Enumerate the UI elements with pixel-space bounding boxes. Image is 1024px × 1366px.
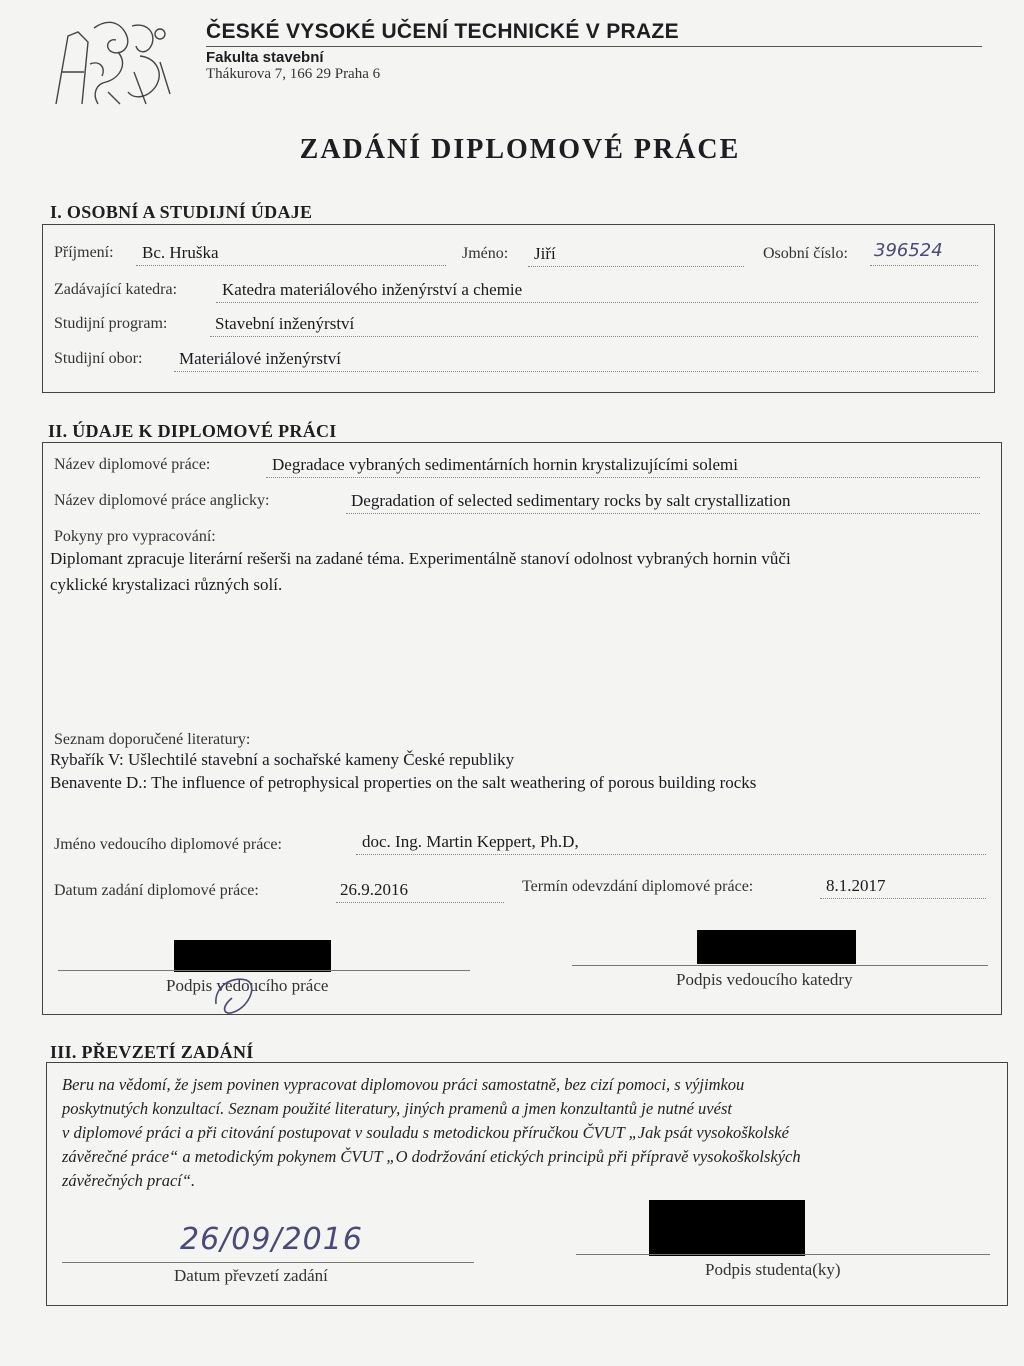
thesis-title-en-label: Název diplomové práce anglicky: [54,492,270,509]
first-name-line [528,266,744,267]
personal-number-label: Osobní číslo: [763,245,848,262]
thesis-title-line [266,477,980,478]
instructions-line-1: Diplomant zpracuje literární rešerši na zadané téma. Experimentálně stanoví odolnost vybraných hornin vůči [50,549,791,568]
surname-value: Bc. Hruška [142,243,219,262]
student-signature-label: Podpis studenta(ky) [705,1260,841,1279]
receipt-date-line [62,1262,474,1263]
statement-line-5: závěrečných prací“. [62,1171,196,1190]
personal-number-line [870,265,978,266]
student-signature-line [576,1254,990,1255]
due-date-line [820,898,986,899]
literature-item-1: Rybařík V: Ušlechtilé stavební a sochařské kameny České republiky [50,750,515,769]
instructions-line-2: cyklické krystalizaci různých solí. [50,575,283,594]
first-name-value: Jiří [534,244,556,263]
supervisor-value: doc. Ing. Martin Keppert, Ph.D, [362,832,579,851]
faculty-address: Thákurova 7, 166 29 Praha 6 [206,66,381,82]
cvut-lion-logo-icon [48,12,176,112]
header-divider [206,46,982,47]
department-label: Zadávající katedra: [54,281,178,298]
due-date-value: 8.1.2017 [826,876,886,895]
supervisor-signature-label: Podpis vedoucího práce [166,976,329,995]
supervisor-label: Jméno vedoucího diplomové práce: [54,836,282,853]
surname-line [136,265,446,266]
program-value: Stavební inženýrství [215,314,355,333]
assign-date-label: Datum zadání diplomové práce: [54,882,259,899]
head-signature-line [572,965,988,966]
personal-number-handwritten: 396524 [874,240,943,261]
statement-line-2: poskytnutých konzultací. Seznam použité literatury, jiných pramenů a jmen konzultantů je nutné uvést [62,1099,732,1118]
signature-scribble-icon [210,968,270,1016]
section-3-heading: III. PŘEVZETÍ ZADÁNÍ [50,1042,254,1062]
department-value: Katedra materiálového inženýrství a chemie [222,280,523,299]
receipt-date-handwritten: 26/09/2016 [180,1222,363,1257]
section-2-heading: II. ÚDAJE K DIPLOMOVÉ PRÁCI [48,421,337,441]
redacted-head-signature [697,930,856,964]
thesis-title-label: Název diplomové práce: [54,456,211,473]
program-label: Studijní program: [54,315,168,332]
statement-line-3: v diplomové práci a při citování postupovat v souladu s metodickou příručkou ČVUT „Jak psát vysokoškolské [62,1123,789,1142]
program-line [210,336,978,337]
instructions-label: Pokyny pro vypracování: [54,528,216,545]
redacted-student-signature [649,1200,805,1256]
first-name-label: Jméno: [462,245,509,262]
literature-item-2: Benavente D.: The influence of petrophysical properties on the salt weathering of porous building rocks [50,773,757,792]
field-line [174,371,978,372]
field-label: Studijní obor: [54,350,143,367]
supervisor-line [356,854,986,855]
thesis-title-en-value: Degradation of selected sedimentary rocks by salt crystallization [351,491,791,510]
due-date-label: Termín odevzdání diplomové práce: [522,878,754,895]
thesis-title-en-line [346,513,980,514]
assign-date-value: 26.9.2016 [340,880,408,899]
document-title: ZADÁNÍ DIPLOMOVÉ PRÁCE [299,134,741,165]
statement-line-1: Beru na vědomí, že jsem povinen vypracovat diplomovou práci samostatně, bez cizí pomoci, s výjimkou [62,1075,745,1094]
literature-label: Seznam doporučené literatury: [54,731,251,748]
statement-line-4: závěrečné práce“ a metodickým pokynem ČVUT „O dodržování etických principů při přípravě vysokoškolských [62,1147,801,1166]
faculty-name: Fakulta stavební [206,49,324,66]
surname-label: Příjmení: [54,244,114,261]
university-name: ČESKÉ VYSOKÉ UČENÍ TECHNICKÉ V PRAZE [206,20,679,43]
head-signature-label: Podpis vedoucího katedry [676,970,853,989]
department-line [216,302,978,303]
thesis-title-value: Degradace vybraných sedimentárních hornin krystalizujícími solemi [272,455,738,474]
assign-date-line [336,902,504,903]
receipt-date-label: Datum převzetí zadání [174,1266,328,1285]
section-1-heading: I. OSOBNÍ A STUDIJNÍ ÚDAJE [50,202,313,222]
field-value: Materiálové inženýrství [179,349,341,368]
